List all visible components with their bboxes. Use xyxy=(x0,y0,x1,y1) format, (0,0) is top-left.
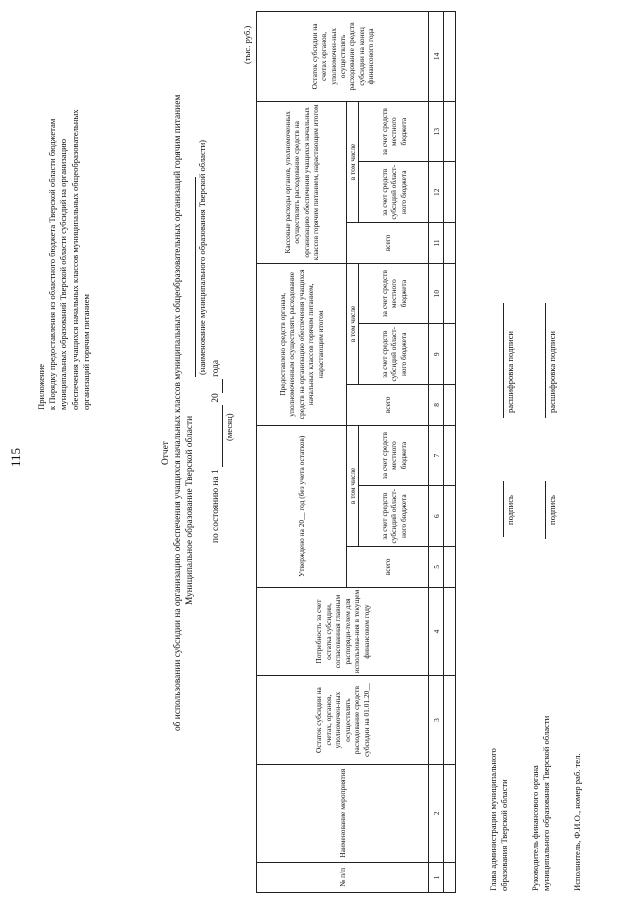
header-including: в том числе xyxy=(347,425,359,546)
header-including: в том числе xyxy=(347,101,359,222)
table-cell xyxy=(444,862,456,892)
year-blank xyxy=(210,379,223,393)
header-approved: Утверждено на 20__ год (без учета остатков) xyxy=(257,425,347,587)
finance-signatory-line: Руководитель финансового органа xyxy=(530,765,540,891)
month-blank xyxy=(210,405,223,467)
column-number: 13 xyxy=(429,101,444,162)
table-cell xyxy=(444,101,456,162)
appendix-line: организаций горячим питанием xyxy=(80,294,91,410)
municipality-label: Муниципальное образование Тверской области xyxy=(185,415,195,605)
appendix-line: муниципальных образований Тверской области субсидий на организацию xyxy=(58,138,69,410)
header-regional: за счет средств субсидий област-ного бюджета xyxy=(359,162,429,223)
appendix-line: обеспечения учащихся начальных классов муниципальных общеобразовательных xyxy=(69,109,80,410)
header-remainder-start: Остаток субсидии на счетах, органов, уполномочен-ных осуществлять расходование средств субсидии на 01.01.20__ xyxy=(257,676,429,765)
finance-signatory-line: муниципального образования Тверской области xyxy=(541,715,551,891)
decode-hint: расшифровка подписи xyxy=(505,330,515,413)
appendix-title: Приложение xyxy=(36,363,46,410)
table-cell xyxy=(444,587,456,676)
table-cell xyxy=(444,12,456,102)
head-signatory-line: образования Тверской области xyxy=(499,779,509,891)
report-table xyxy=(256,11,456,893)
head-signatory-line: Глава администрации муниципального xyxy=(488,748,498,891)
year-suffix: года xyxy=(211,359,221,377)
table-cell xyxy=(444,162,456,223)
table-cell xyxy=(444,385,456,426)
column-number: 5 xyxy=(429,546,444,587)
table-cell xyxy=(444,223,456,264)
year-prefix: 20 xyxy=(211,393,221,403)
signature-hint: подпись xyxy=(547,495,557,525)
units-label: (тыс. руб.) xyxy=(242,25,252,64)
column-number: 10 xyxy=(429,263,444,324)
executor-label: Исполнитель, Ф.И.О., номер раб. тел. xyxy=(572,753,582,891)
appendix-block xyxy=(36,109,92,410)
signature-hint: подпись xyxy=(505,495,515,525)
header-event-name: Наименование мероприятия xyxy=(257,764,429,862)
header-regional: за счет средств субсидий област-ного бюджета xyxy=(359,486,429,547)
column-number: 6 xyxy=(429,486,444,547)
column-number: 12 xyxy=(429,162,444,223)
table-cell xyxy=(444,764,456,862)
header-local: за счет средств местного бюджета xyxy=(359,263,429,324)
header-including: в том числе xyxy=(347,263,359,384)
as-of-prefix: по состоянию на 1 xyxy=(211,469,221,543)
header-cash-expenses: Кассовые расходы органов, уполномоченных осуществлять расходование средств на организацию обеспечения учащихся начальных классов горячим питанием, нарастающим итогом xyxy=(257,101,347,263)
decode-hint: расшифровка подписи xyxy=(547,330,557,413)
header-total: всего xyxy=(347,223,429,264)
table-cell xyxy=(444,486,456,547)
table-cell xyxy=(444,263,456,324)
header-total: всего xyxy=(347,546,429,587)
signature-line xyxy=(545,481,546,539)
column-numbers-row xyxy=(429,12,444,893)
table-cell xyxy=(444,546,456,587)
column-number: 1 xyxy=(429,862,444,892)
column-number: 14 xyxy=(429,12,444,102)
table-cell xyxy=(444,676,456,765)
column-number: 7 xyxy=(429,425,444,486)
column-number: 9 xyxy=(429,324,444,385)
header-number: № п/п xyxy=(257,862,429,892)
report-title: Отчет xyxy=(161,441,171,465)
appendix-line: к Порядку предоставления из областного бюджета Тверской области бюджетам xyxy=(47,118,58,410)
header-total: всего xyxy=(347,385,429,426)
month-hint: (месяц) xyxy=(224,413,234,441)
header-remainder-end: Остаток субсидии на счетах органов, уполномочен-ных осуществлять расходование средств субсидии на конец финансового года xyxy=(257,12,429,102)
column-number: 8 xyxy=(429,385,444,426)
header-need: Потребность за счет остатка субсидии, согласованная главным распоряди-телем для использова-ния в текущем финансовом году xyxy=(257,587,429,676)
finance-signatory xyxy=(530,716,552,891)
table-cell xyxy=(444,425,456,486)
header-regional: за счет средств субсидий област-ного бюджета xyxy=(359,324,429,385)
page-number: 115 xyxy=(8,447,23,467)
municipality-hint: (наименование муниципального образования Тверской области) xyxy=(197,139,207,375)
column-number: 2 xyxy=(429,764,444,862)
header-provided: Предоставлено средств органам, уполномоченным осуществлять расходование средств на организацию обеспечения учащихся начальных классов горячим питанием, нарастающим итогом xyxy=(257,263,347,425)
head-signatory xyxy=(488,748,510,891)
report-subtitle: об использовании субсидии на организацию обеспечения учащихся начальных классов муниципальных общеобразовательных организаций горячим питанием xyxy=(173,94,183,731)
column-number: 3 xyxy=(429,676,444,765)
decode-line xyxy=(545,303,546,418)
as-of-line xyxy=(210,360,223,543)
header-local: за счет средств местного бюджета xyxy=(359,101,429,162)
signature-line xyxy=(503,481,504,537)
column-number: 4 xyxy=(429,587,444,676)
table-row xyxy=(444,12,456,893)
column-number: 11 xyxy=(429,223,444,264)
decode-line xyxy=(503,303,504,418)
table-cell xyxy=(444,324,456,385)
municipality-line xyxy=(195,177,196,377)
header-local: за счет средств местного бюджета xyxy=(359,425,429,486)
